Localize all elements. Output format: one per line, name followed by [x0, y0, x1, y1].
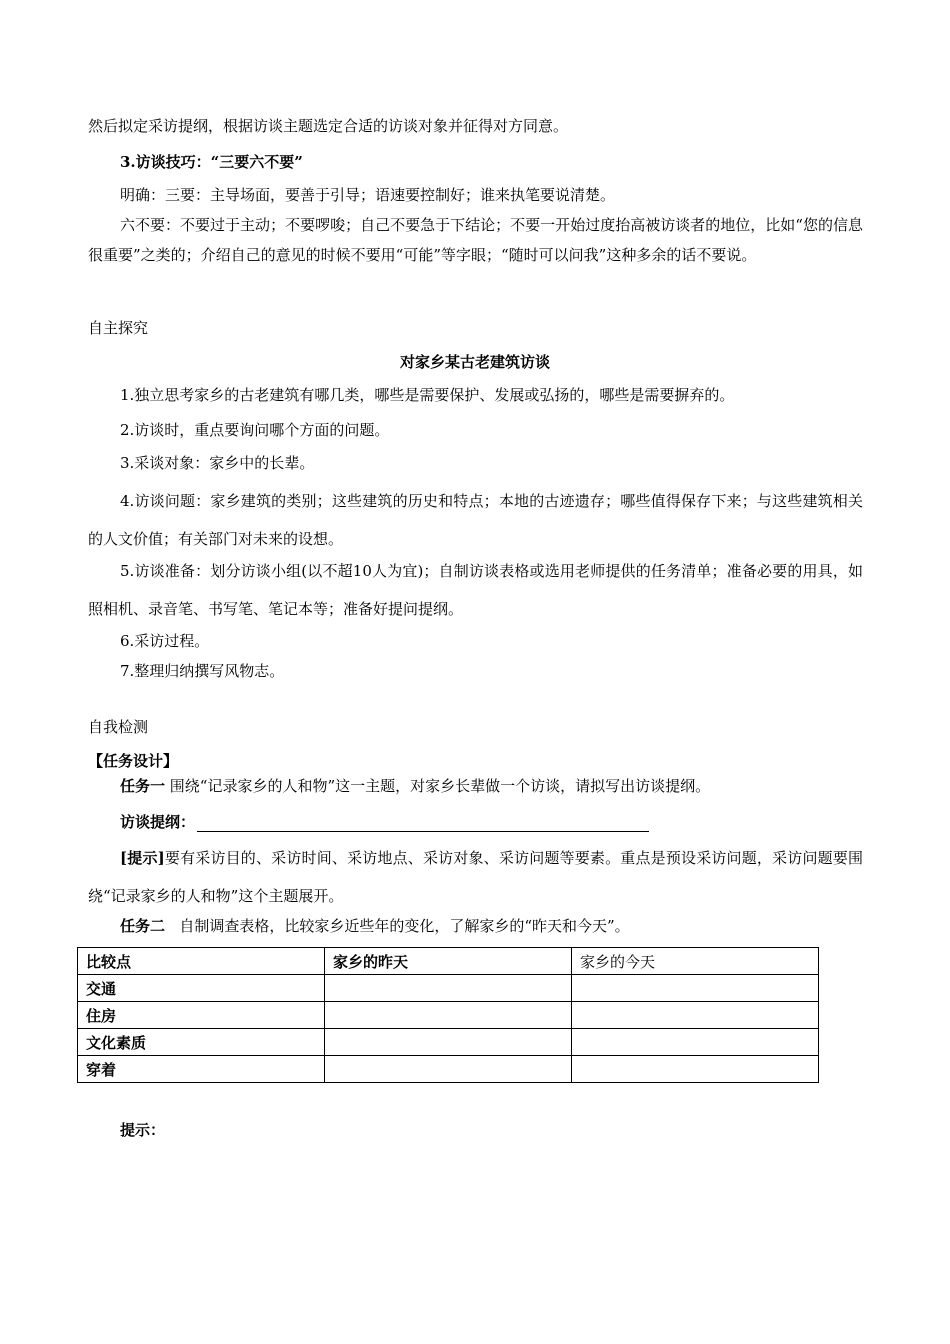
hint-text: 要有采访目的、采访时间、采访地点、采访对象、采访问题等要素。重点是预设采访问题，采访问题要围绕“记录家乡的人和物”这个主题展开。: [88, 849, 863, 905]
row-label-culture: 文化素质: [78, 1029, 325, 1056]
task1-text: 围绕“记录家乡的人和物”这一主题，对家乡长辈做一个访谈，请拟写出访谈提纲。: [169, 777, 711, 795]
intro-line-1: 然后拟定采访提纲，根据访谈主题选定合适的访谈对象并征得对方同意。: [88, 117, 569, 135]
outline-line: [120, 812, 649, 832]
self-test-heading: 自我检测: [88, 718, 149, 736]
table-row: [78, 1029, 819, 1056]
task1-label: 任务一: [120, 777, 166, 795]
header-compare-point: 比较点: [78, 948, 325, 975]
cell-yesterday[interactable]: [325, 1056, 572, 1083]
explore-item-1: 1.独立思考家乡的古老建筑有哪几类，哪些是需要保护、发展或弘扬的，哪些是需要摒弃的。: [120, 386, 735, 404]
six-donts-paragraph: 六不要：不要过于主动；不要啰唆；自己不要急于下结论；不要一开始过度抬高被访谈者的地位，比如“您的信息很重要”之类的；介绍自己的意见的时候不要用“可能”等字眼；“随时可以问我”这种多余的话不要说。: [88, 216, 863, 264]
self-explore-title: 对家乡某古老建筑访谈: [399, 353, 550, 371]
table-row: [78, 975, 819, 1002]
table-row: [78, 1056, 819, 1083]
task2-text: 自制调查表格，比较家乡近些年的变化，了解家乡的“昨天和今天”。: [179, 917, 630, 935]
outline-label: 访谈提纲：: [120, 813, 196, 831]
outline-blank[interactable]: [197, 817, 649, 832]
cell-today[interactable]: [572, 1056, 819, 1083]
self-explore-heading: 自主探究: [88, 319, 149, 337]
final-hint-label: 提示：: [120, 1121, 166, 1139]
cell-today[interactable]: [572, 1002, 819, 1029]
hint-label: [提示]: [120, 849, 165, 867]
explore-item-3: 3.采谈对象：家乡中的长辈。: [120, 454, 315, 472]
cell-today[interactable]: [572, 1029, 819, 1056]
task2-label: 任务二: [120, 917, 166, 935]
table-row: [78, 1002, 819, 1029]
comparison-table: [77, 947, 819, 1083]
cell-today[interactable]: [572, 975, 819, 1002]
explore-item-4: 4.访谈问题：家乡建筑的类别；这些建筑的历史和特点；本地的古迹遗存；哪些值得保存下来；与这些建筑相关的人文价值；有关部门对未来的设想。: [88, 492, 863, 548]
skills-heading: 3.访谈技巧：“三要六不要”: [120, 153, 303, 171]
table-header-row: [78, 948, 819, 975]
explore-item-2: 2.访谈时，重点要询问哪个方面的问题。: [120, 421, 390, 439]
header-today: 家乡的今天: [572, 948, 819, 975]
row-label-housing: 住房: [78, 1002, 325, 1029]
cell-yesterday[interactable]: [325, 1029, 572, 1056]
explore-item-7: 7.整理归纳撰写风物志。: [120, 662, 285, 680]
task1-line: [120, 776, 710, 796]
task-design-label: 【任务设计】: [88, 752, 179, 770]
hint-paragraph: [88, 839, 863, 915]
row-label-clothing: 穿着: [78, 1056, 325, 1083]
three-musts-text: 明确：三要：主导场面，要善于引导；语速要控制好；谁来执笔要说清楚。: [120, 186, 616, 204]
cell-yesterday[interactable]: [325, 1002, 572, 1029]
row-label-transport: 交通: [78, 975, 325, 1002]
header-yesterday: 家乡的昨天: [325, 948, 572, 975]
explore-item-5: 5.访谈准备：划分访谈小组(以不超10人为宜)；自制访谈表格或选用老师提供的任务清单；准备必要的用具，如照相机、录音笔、书写笔、笔记本等；准备好提问提纲。: [88, 562, 863, 618]
cell-yesterday[interactable]: [325, 975, 572, 1002]
explore-item-6: 6.采访过程。: [120, 632, 210, 650]
task2-line: [120, 916, 630, 936]
